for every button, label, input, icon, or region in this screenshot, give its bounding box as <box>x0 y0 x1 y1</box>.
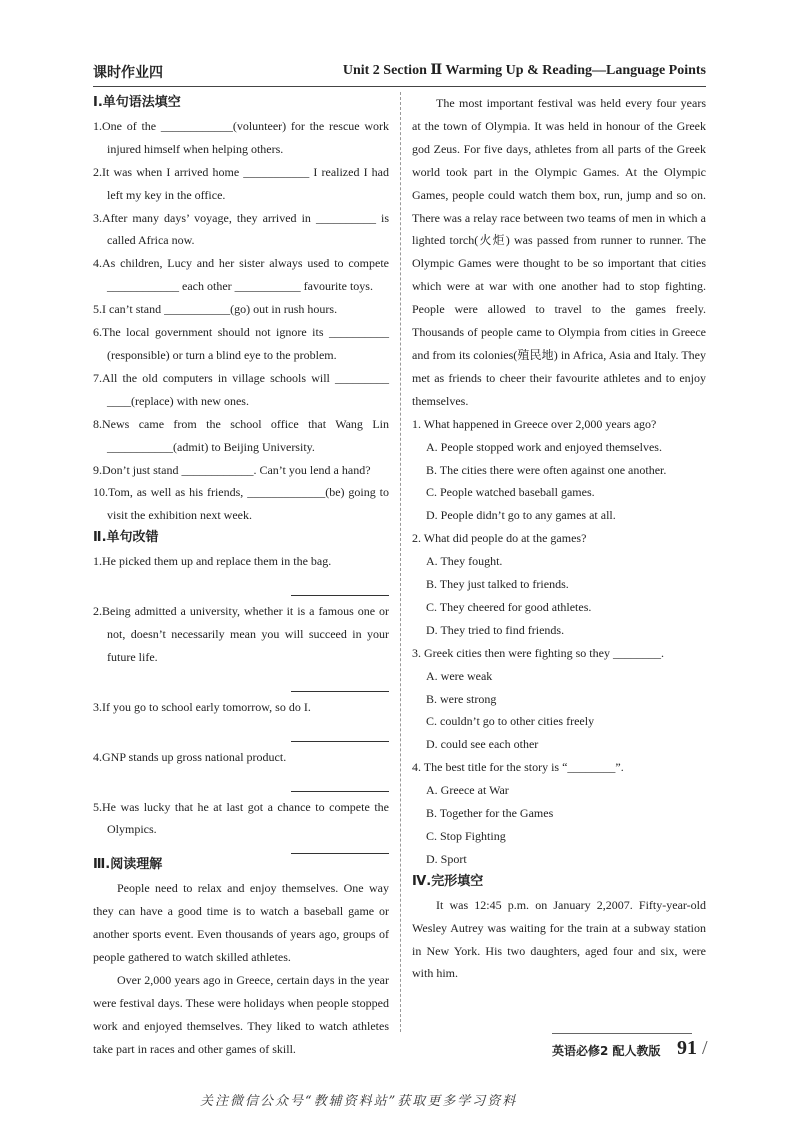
answer-line[interactable] <box>291 769 389 792</box>
correction-item: 4.GNP stands up gross national product. <box>93 749 287 764</box>
option[interactable]: D. could see each other <box>426 737 539 752</box>
reading-paragraph: Over 2,000 years ago in Greece, certain days in the year were festival days. These were holidays when people stopped work and enjoyed themselves. They liked to watch athletes take part in races and other games of skill. <box>93 972 389 1056</box>
option[interactable]: C. couldn’t go to other cities freely <box>426 714 595 729</box>
correction-item: 1.He picked them up and replace them in the bag. <box>93 554 332 569</box>
question: 2. What did people do at the games? <box>412 531 587 546</box>
correction-item: 3.If you go to school early tomorrow, so do I. <box>93 699 311 714</box>
grammar-item: 8.News came from the school office that Wang Lin ___________(admit) to Beijing University. <box>93 416 389 454</box>
option[interactable]: A. were weak <box>426 668 493 683</box>
correction-item: 5.He was lucky that he at last got a chance to compete the Olympics. <box>93 799 389 837</box>
option[interactable]: B. The cities there were often against one another. <box>426 462 667 477</box>
question: 4. The best title for the story is “________”. <box>412 760 624 775</box>
option[interactable]: D. They tried to find friends. <box>426 622 565 637</box>
answer-line[interactable] <box>291 573 389 596</box>
answer-line[interactable] <box>291 831 389 854</box>
option[interactable]: B. They just talked to friends. <box>426 577 569 592</box>
right-column <box>412 92 706 985</box>
section-title: Ⅱ.单句改错 <box>93 530 159 546</box>
left-column <box>93 92 389 1061</box>
option[interactable]: C. They cheered for good athletes. <box>426 599 592 614</box>
answer-line[interactable] <box>291 669 389 692</box>
option[interactable]: B. were strong <box>426 691 497 706</box>
grammar-item: 1.One of the ____________(volunteer) for the rescue work injured himself when helping others. <box>93 118 389 156</box>
reading-paragraph: The most important festival was held every four years at the town of Olympia. It was held in honour of the Greek god Zeus. For five days, athletes from all parts of the Greek world took part in the Olympic Games. At the Olympic Games, people could watch them box, run, jump and so on. There was a relay race between two teams of men in which a lighted torch(火炬) was passed from runner to runner. The Olympic Games were thought to be so important that cities which were at war with one another had to stop fighting. People were allowed to travel to the games freely. Thousands of people came to Olympia from cities in Greece and from its colonies(殖民地) in Africa, Asia and Italy. They met as friends to cheer their favourite athletes and to enjoy themselves. <box>412 96 706 408</box>
page-header <box>93 62 706 84</box>
option[interactable]: B. Together for the Games <box>426 806 554 821</box>
book-title: 英语必修2 配人教版 <box>552 1044 661 1058</box>
page-number: 91 <box>677 1037 697 1059</box>
reading-paragraph: People need to relax and enjoy themselves. One way they can have a good time is to watch a baseball game or another sports event. Even thousands of years ago, groups of people gathered to watch skilled athletes. <box>93 881 389 964</box>
section-title: Ⅰ.单句语法填空 <box>93 95 181 110</box>
page-slash: / <box>702 1037 708 1059</box>
option[interactable]: C. Stop Fighting <box>426 829 506 843</box>
grammar-item: 7.All the old computers in village schools will _________ ____(replace) with new ones. <box>93 370 389 408</box>
footer-rule <box>552 1033 692 1034</box>
grammar-item: 5.I can’t stand ___________(go) out in rush hours. <box>93 302 338 317</box>
cloze-paragraph: It was 12:45 p.m. on January 2,2007. Fifty-year-old Wesley Autrey was waiting for the train at a subway station in New York. His two daughters, aged four and six, were with him. <box>412 897 706 981</box>
unit-title: Unit 2 Section Ⅱ Warming Up & Reading—Language Points <box>342 63 706 78</box>
grammar-item: 6.The local government should not ignore its __________ (responsible) or turn a blind eye to the problem. <box>93 325 389 362</box>
option[interactable]: A. They fought. <box>426 554 503 569</box>
grammar-item: 10.Tom, as well as his friends, _____________(be) going to visit the exhibition next week. <box>93 485 389 523</box>
grammar-item: 2.It was when I arrived home ___________ I realized I had left my key in the office. <box>93 164 389 202</box>
handwritten-note: 关注微信公众号“教辅资料站”获取更多学习资料 <box>200 1094 518 1109</box>
page-footer <box>552 1037 712 1061</box>
header-rule <box>93 86 706 87</box>
option[interactable]: D. People didn’t go to any games at all. <box>426 508 616 523</box>
section-title: Ⅳ.完形填空 <box>412 873 484 889</box>
section-title: Ⅲ.阅读理解 <box>93 857 163 873</box>
option[interactable]: A. People stopped work and enjoyed themselves. <box>426 439 662 454</box>
option[interactable]: A. Greece at War <box>426 783 509 798</box>
grammar-item: 9.Don’t just stand ____________. Can’t you lend a hand? <box>93 462 371 477</box>
grammar-item: 3.After many days’ voyage, they arrived in __________ is called Africa now. <box>93 210 389 248</box>
question: 1. What happened in Greece over 2,000 years ago? <box>412 416 657 431</box>
option[interactable]: C. People watched baseball games. <box>426 485 595 500</box>
question: 3. Greek cities then were fighting so they ________. <box>412 645 664 660</box>
option[interactable]: D. Sport <box>426 851 467 866</box>
column-divider <box>400 92 401 1032</box>
grammar-item: 4.As children, Lucy and her sister always used to compete ____________ each other ___________ favourite toys. <box>93 256 389 294</box>
correction-item: 2.Being admitted a university, whether it is a famous one or not, doesn’t necessarily mean you will succeed in your future life. <box>93 604 389 664</box>
lesson-label: 课时作业四 <box>93 65 163 81</box>
answer-line[interactable] <box>291 719 389 742</box>
